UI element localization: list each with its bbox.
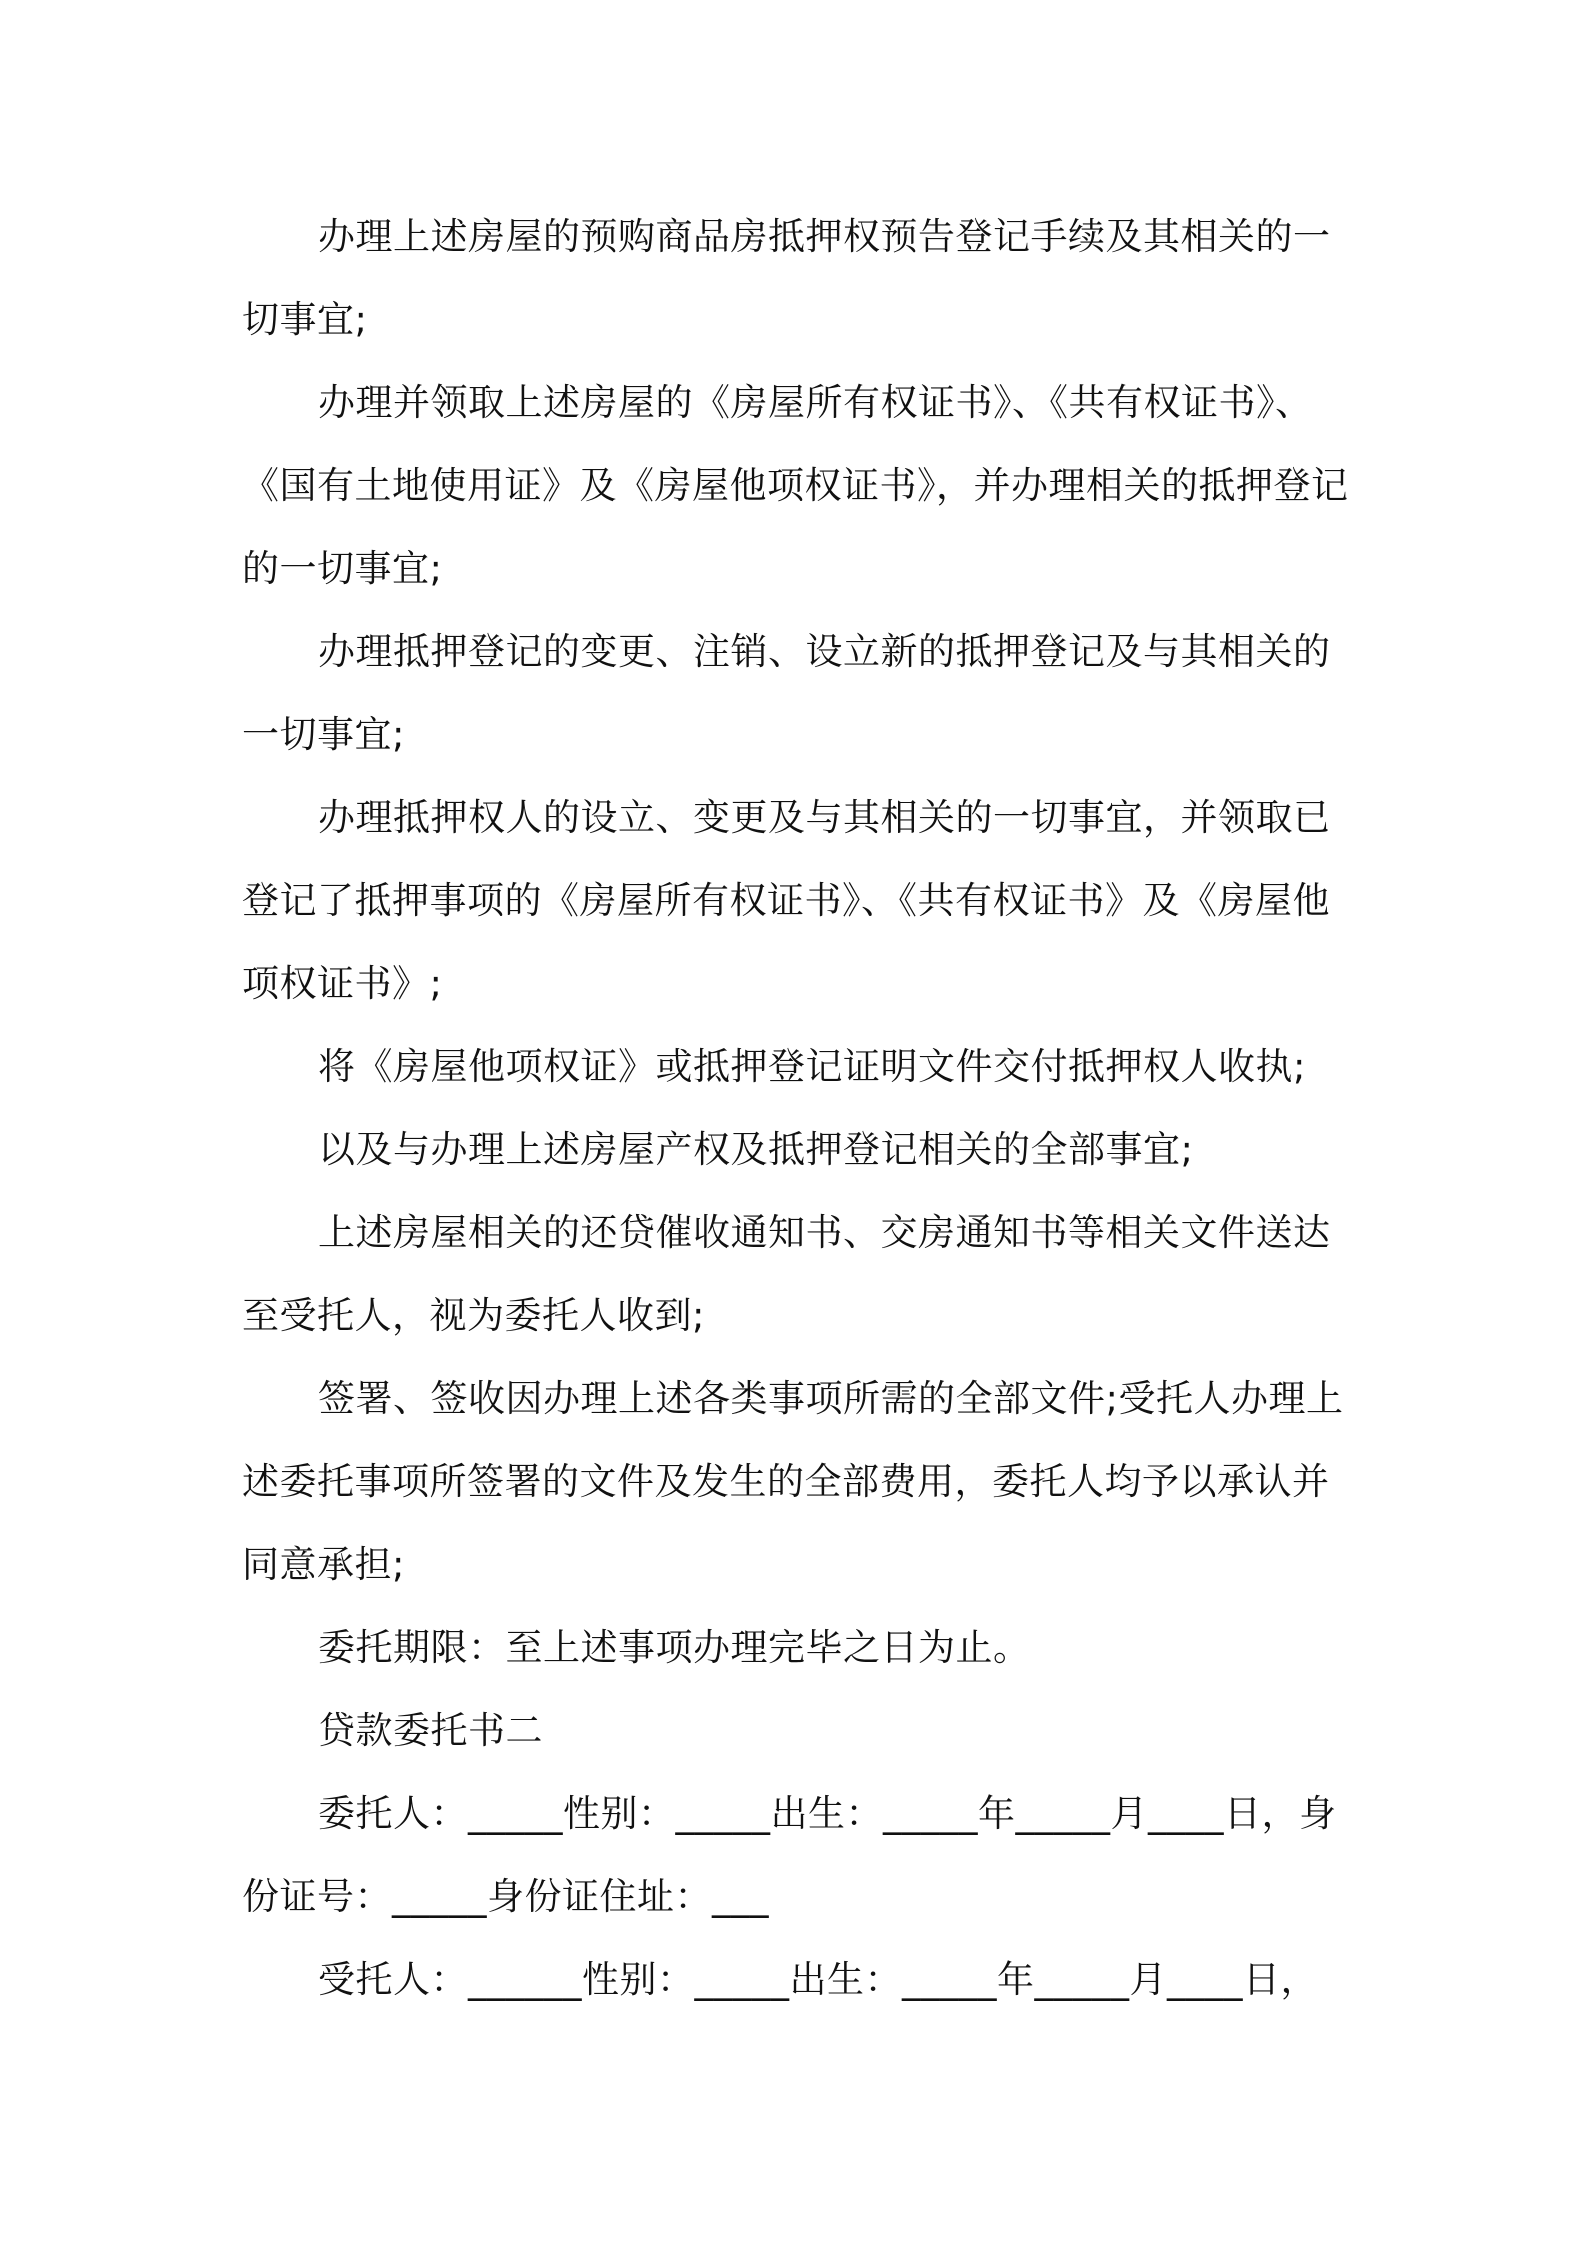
paragraph-mortgagee: 办理抵押权人的设立、变更及与其相关的一切事宜，并领取已登记了抵押事项的《房屋所有权证书》、《共有权证书》及《房屋他项权证书》;: [242, 796, 1331, 1005]
paragraph-certificates: 办理并领取上述房屋的《房屋所有权证书》、《共有权证书》、《国有土地使用证》及《房屋他项权证书》，并办理相关的抵押登记的一切事宜;: [242, 381, 1349, 590]
paragraph-term: 委托期限：至上述事项办理完毕之日为止。: [318, 1626, 1031, 1669]
document-body: [242, 195, 1358, 2021]
paragraph-mortgage-change: 办理抵押登记的变更、注销、设立新的抵押登记及与其相关的一切事宜;: [242, 630, 1331, 756]
paragraph-notices: 上述房屋相关的还贷催收通知书、交房通知书等相关文件送达至受托人，视为委托人收到;: [242, 1211, 1331, 1337]
form-line-principal: 委托人：_____性别：_____出生：_____年_____月____日，身份证号：_____身份证住址：___: [242, 1792, 1337, 1918]
paragraph-all-matters: 以及与办理上述房屋产权及抵押登记相关的全部事宜;: [318, 1128, 1194, 1171]
form-line-agent: 受托人：______性别：_____出生：_____年_____月____日，: [318, 1958, 1318, 2001]
paragraph-presale-registration: 办理上述房屋的预购商品房抵押权预告登记手续及其相关的一切事宜;: [242, 215, 1331, 341]
paragraph-deliver-certificate: 将《房屋他项权证》或抵押登记证明文件交付抵押权人收执;: [318, 1045, 1306, 1088]
section-title: 贷款委托书二: [318, 1709, 543, 1752]
paragraph-sign-documents: 签署、签收因办理上述各类事项所需的全部文件;受托人办理上述委托事项所签署的文件及发生的全部费用，委托人均予以承认并同意承担;: [242, 1377, 1344, 1586]
